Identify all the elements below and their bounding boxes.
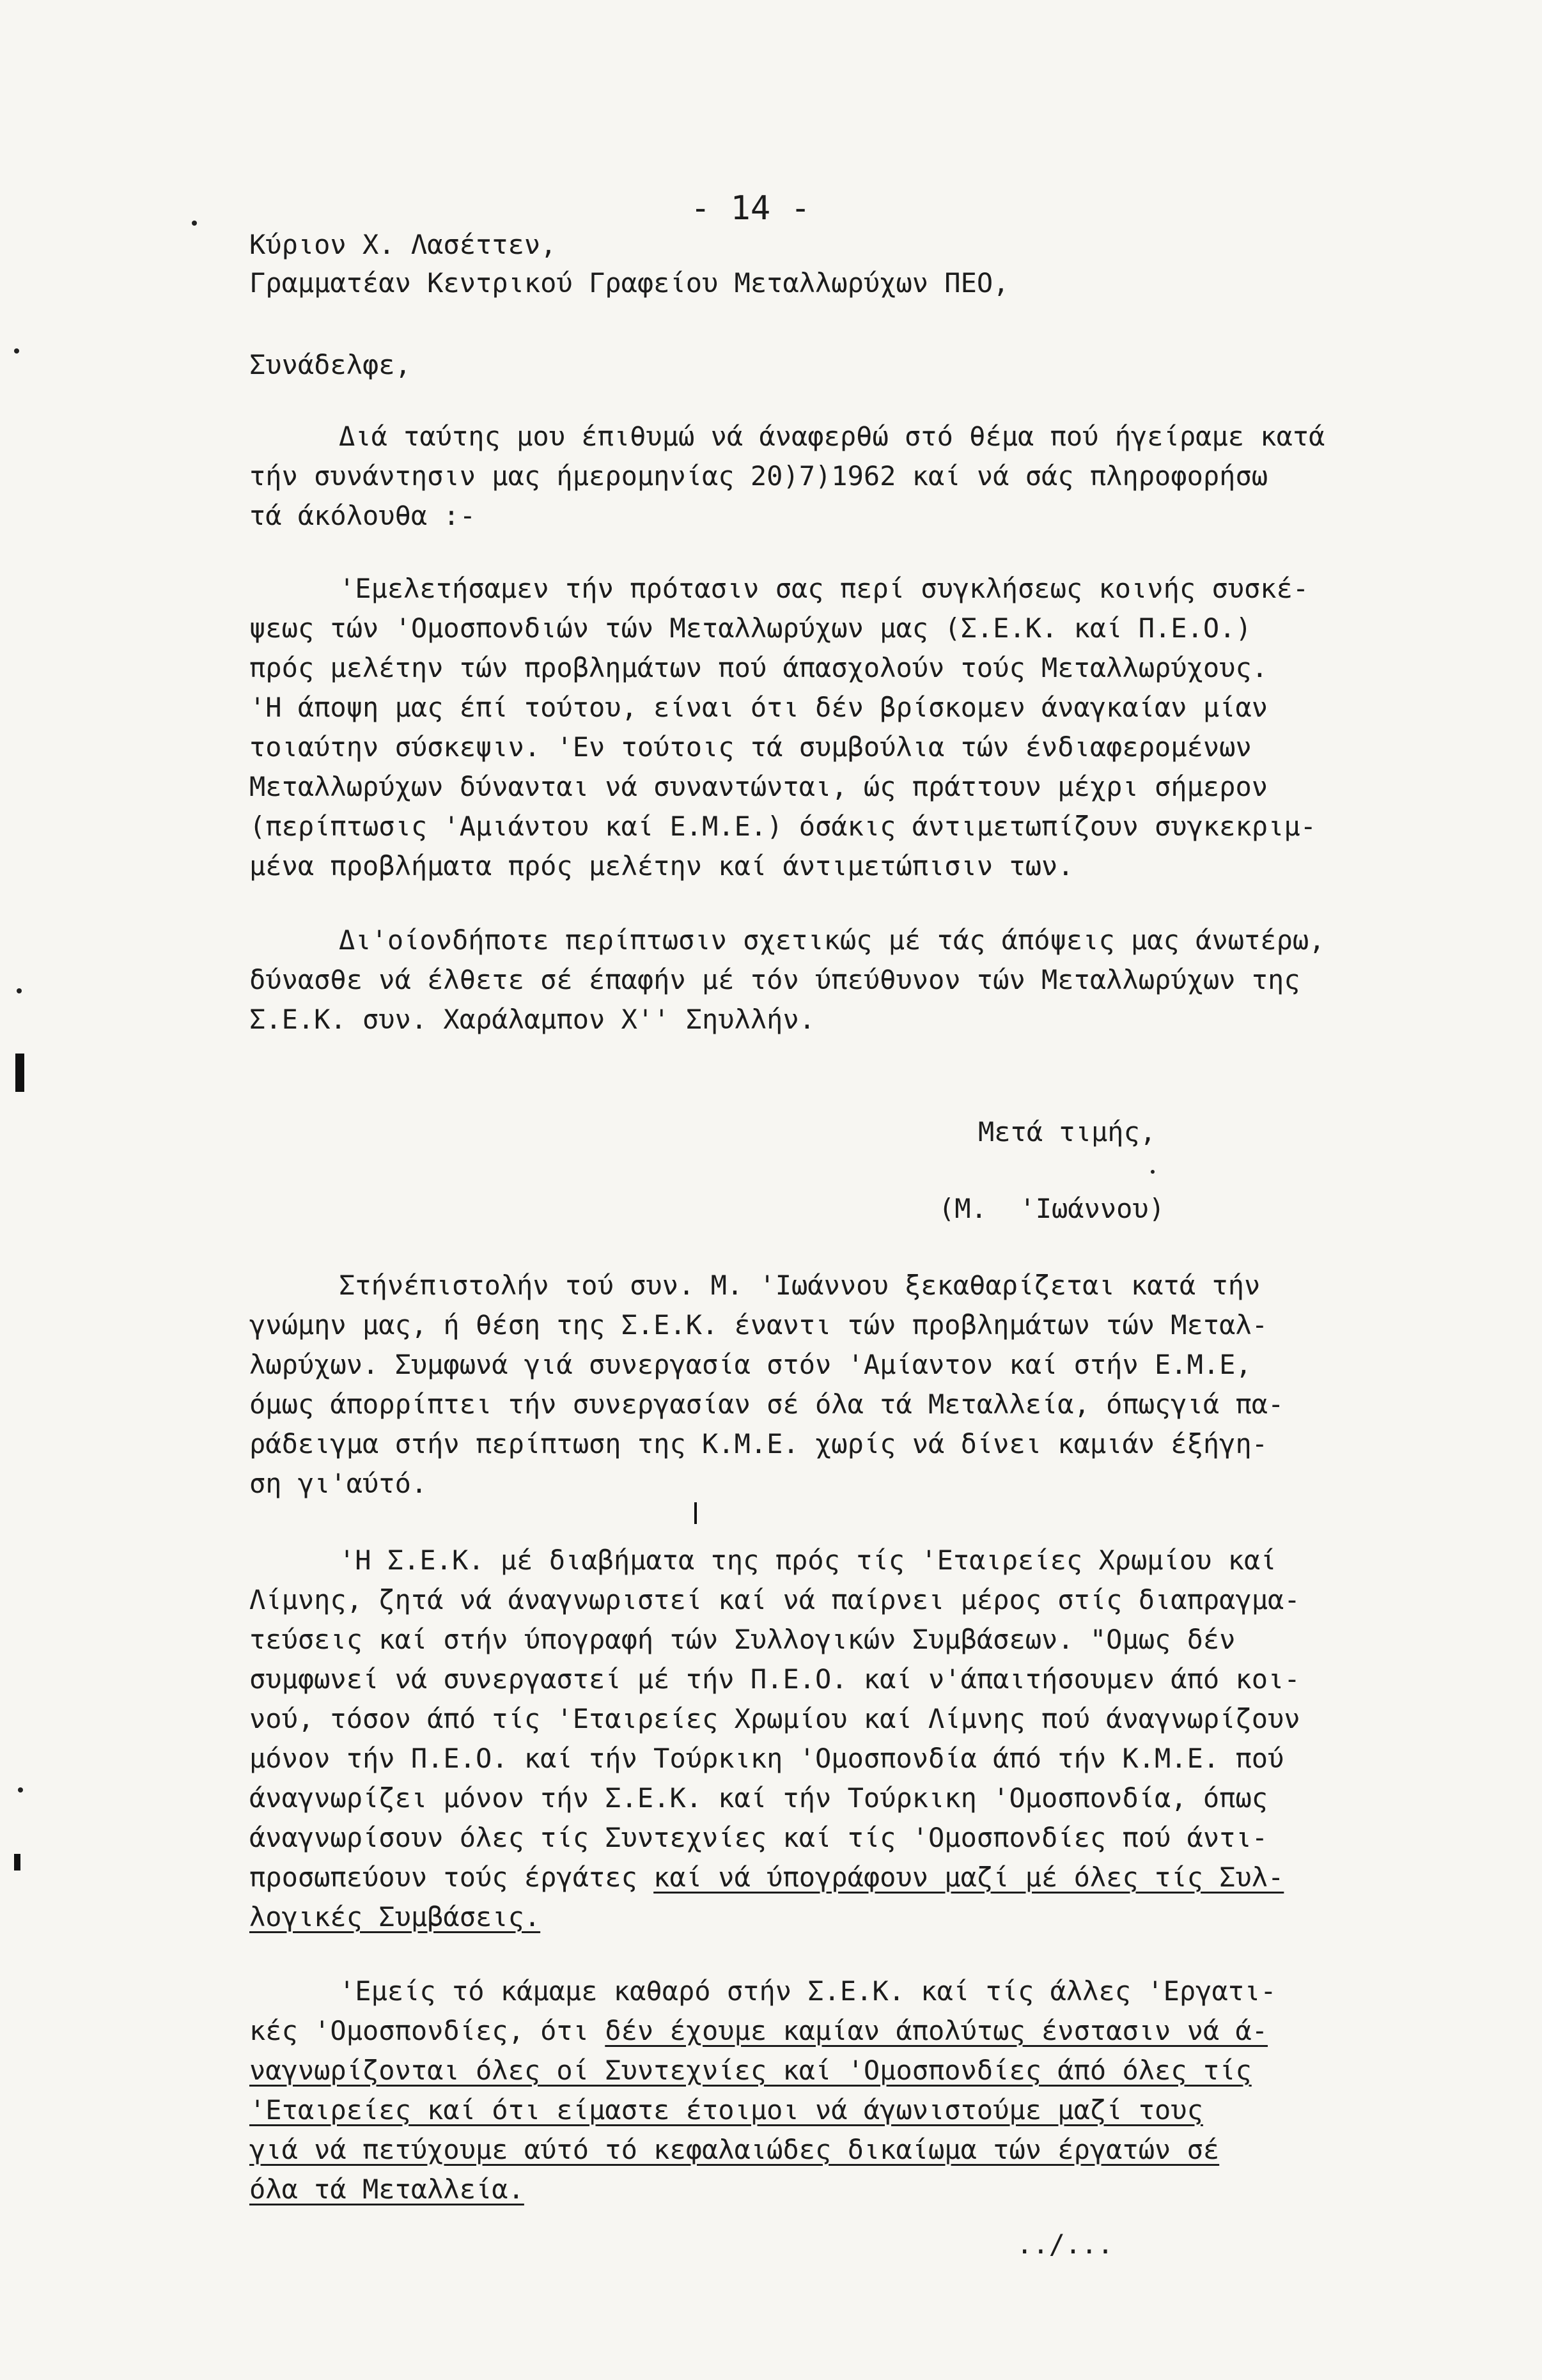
para6-line-4: 'Εταιρείες καί ότι είμαστε έτοιμοι νά άγωνιστούμε μαζί τους (249, 2094, 1203, 2126)
para4-line-1: Στήνέπιστολήν τού συν. Μ. 'Ιωάννου ξεκαθαρίζεται κατά τήν (339, 1270, 1261, 1301)
para2-line-8: μένα προβλήματα πρός μελέτην καί άντιμετώπισιν των. (249, 850, 1074, 882)
para3-line-1: Δι'οίονδήποτε περίπτωσιν σχετικώς μέ τάς άπόψεις μας άνωτέρω, (339, 924, 1325, 956)
page-number: - 14 - (690, 189, 811, 228)
scan-mark-left-2 (14, 1854, 20, 1871)
para6-line-2-plain: κές 'Ομοσπονδίες, ότι (249, 2015, 605, 2046)
para6-line-5: γιά νά πετύχουμε αύτό τό κεφαλαιώδες δικαίωμα τών έργατών σέ (249, 2134, 1220, 2165)
para2-line-4: 'Η άποψη μας έπί τούτου, είναι ότι δέν βρίσκομεν άναγκαίαν μίαν (249, 692, 1268, 723)
para3-line-2: δύνασθε νά έλθετε σέ έπαφήν μέ τόν ύπεύθυνον τών Μεταλλωρύχων της (249, 964, 1300, 995)
para2-line-5: τοιαύτην σύσκεψιν. 'Εν τούτοις τά συμβούλια τών ένδιαφερομένων (249, 731, 1252, 763)
para1-line-1: Διά ταύτης μου έπιθυμώ νά άναφερθώ στό θέμα πού ήγείραμε κατά (339, 421, 1325, 452)
para6-line-3: ναγνωρίζονται όλες οί Συντεχνίες καί 'Ομοσπονδίες άπό όλες τίς (249, 2055, 1252, 2086)
scan-speck (1151, 1170, 1155, 1174)
para2-line-7: (περίπτωσις 'Αμιάντου καί Ε.Μ.Ε.) όσάκις άντιμετωπίζουν συγκεκριμ- (249, 811, 1316, 842)
scan-speck (18, 1787, 23, 1793)
para4-line-5: ράδειγμα στήν περίπτωση της Κ.Μ.Ε. χωρίς νά δίνει καμιάν έξήγη- (249, 1428, 1268, 1459)
continuation-mark: ../... (1016, 2228, 1114, 2260)
para4-line-2: γνώμην μας, ή θέση της Σ.Ε.Κ. έναντι τών προβλημάτων τών Μεταλ- (249, 1309, 1268, 1341)
scan-mark-left (15, 1054, 24, 1092)
scan-speck (14, 348, 19, 354)
para1-line-2: τήν συνάντησιν μας ήμερομηνίας 20)7)1962 καί νά σάς πληροφορήσω (249, 460, 1268, 492)
closing: Μετά τιμής, (978, 1116, 1156, 1147)
para3-line-3: Σ.Ε.Κ. συν. Χαράλαμπον Χ'' Σηυλλήν. (249, 1004, 816, 1035)
para4-line-3: λωρύχων. Συμφωνά γιά συνεργασία στόν 'Αμίαντον καί στήν Ε.Μ.Ε, (249, 1349, 1252, 1380)
scan-mark-center (694, 1502, 697, 1524)
scan-speck (17, 988, 22, 993)
para1-line-3: τά άκόλουθα :- (249, 500, 476, 531)
para4-line-4: όμως άπορρίπτει τήν συνεργασίαν σέ όλα τά Μεταλλεία, όπωςγιά πα- (249, 1388, 1284, 1420)
recipient-title-line: Γραμματέαν Κεντρικού Γραφείου Μεταλλωρύχων ΠΕΟ, (249, 267, 1009, 299)
para5-line-10: λογικές Συμβάσεις. (249, 1901, 541, 1933)
para2-line-1: 'Εμελετήσαμεν τήν πρότασιν σας περί συγκλήσεως κοινής συσκέ- (339, 573, 1309, 604)
signature: (Μ. 'Ιωάννου) (938, 1193, 1165, 1224)
para2-line-6: Μεταλλωρύχων δύνανται νά συναντώνται, ώς πράττουν μέχρι σήμερον (249, 771, 1268, 802)
para5-line-6: μόνον τήν Π.Ε.Ο. καί τήν Τούρκικη 'Ομοσπονδία άπό τήν Κ.Μ.Ε. πού (249, 1743, 1284, 1774)
para5-line-5: νού, τόσον άπό τίς 'Εταιρείες Χρωμίου καί Λίμνης πού άναγνωρίζουν (249, 1703, 1300, 1734)
para2-line-2: ψεως τών 'Ομοσπονδιών τών Μεταλλωρύχων μας (Σ.Ε.Κ. καί Π.Ε.Ο.) (249, 612, 1252, 644)
para5-line-4: συμφωνεί νά συνεργαστεί μέ τήν Π.Ε.Ο. καί ν'άπαιτήσουμεν άπό κοι- (249, 1663, 1300, 1695)
salutation: Συνάδελφε, (249, 349, 411, 380)
para5-line-1: 'Η Σ.Ε.Κ. μέ διαβήματα της πρός τίς 'Εταιρείες Χρωμίου καί (339, 1544, 1277, 1576)
scan-speck (192, 221, 197, 226)
para6-line-1: 'Εμείς τό κάμαμε καθαρό στήν Σ.Ε.Κ. καί τίς άλλες 'Εργατι- (339, 1975, 1277, 2007)
para5-line-2: Λίμνης, ζητά νά άναγνωριστεί καί νά παίρνει μέρος στίς διαπραγμα- (249, 1584, 1300, 1615)
para5-line-9 (249, 1864, 1284, 1891)
para5-line-8: άναγνωρίσουν όλες τίς Συντεχνίες καί τίς 'Ομοσπονδίες πού άντι- (249, 1822, 1268, 1853)
para5-underlined-text: καί νά ύπογράφουν μαζί μέ όλες τίς Συλ- (653, 1862, 1284, 1893)
recipient-line: Κύριον Χ. Λασέττεν, (249, 229, 557, 260)
para5-line-9-plain: προσωπεύουν τούς έργάτες (249, 1862, 654, 1893)
para5-line-3: τεύσεις καί στήν ύπογραφή τών Συλλογικών Συμβάσεων. "Ομως δέν (249, 1624, 1236, 1655)
para6-line-2 (249, 2015, 1268, 2046)
para6-underlined-text: δέν έχουμε καμίαν άπολύτως ένστασιν νά ά- (605, 2015, 1268, 2046)
para2-line-3: πρός μελέτην τών προβλημάτων πού άπασχολούν τούς Μεταλλωρύχους. (249, 652, 1268, 683)
para5-line-7: άναγνωρίζει μόνον τήν Σ.Ε.Κ. καί τήν Τούρκικη 'Ομοσπονδία, όπως (249, 1782, 1268, 1814)
para4-line-6: ση γι'αύτό. (249, 1468, 428, 1499)
para6-line-6: όλα τά Μεταλλεία. (249, 2174, 524, 2205)
